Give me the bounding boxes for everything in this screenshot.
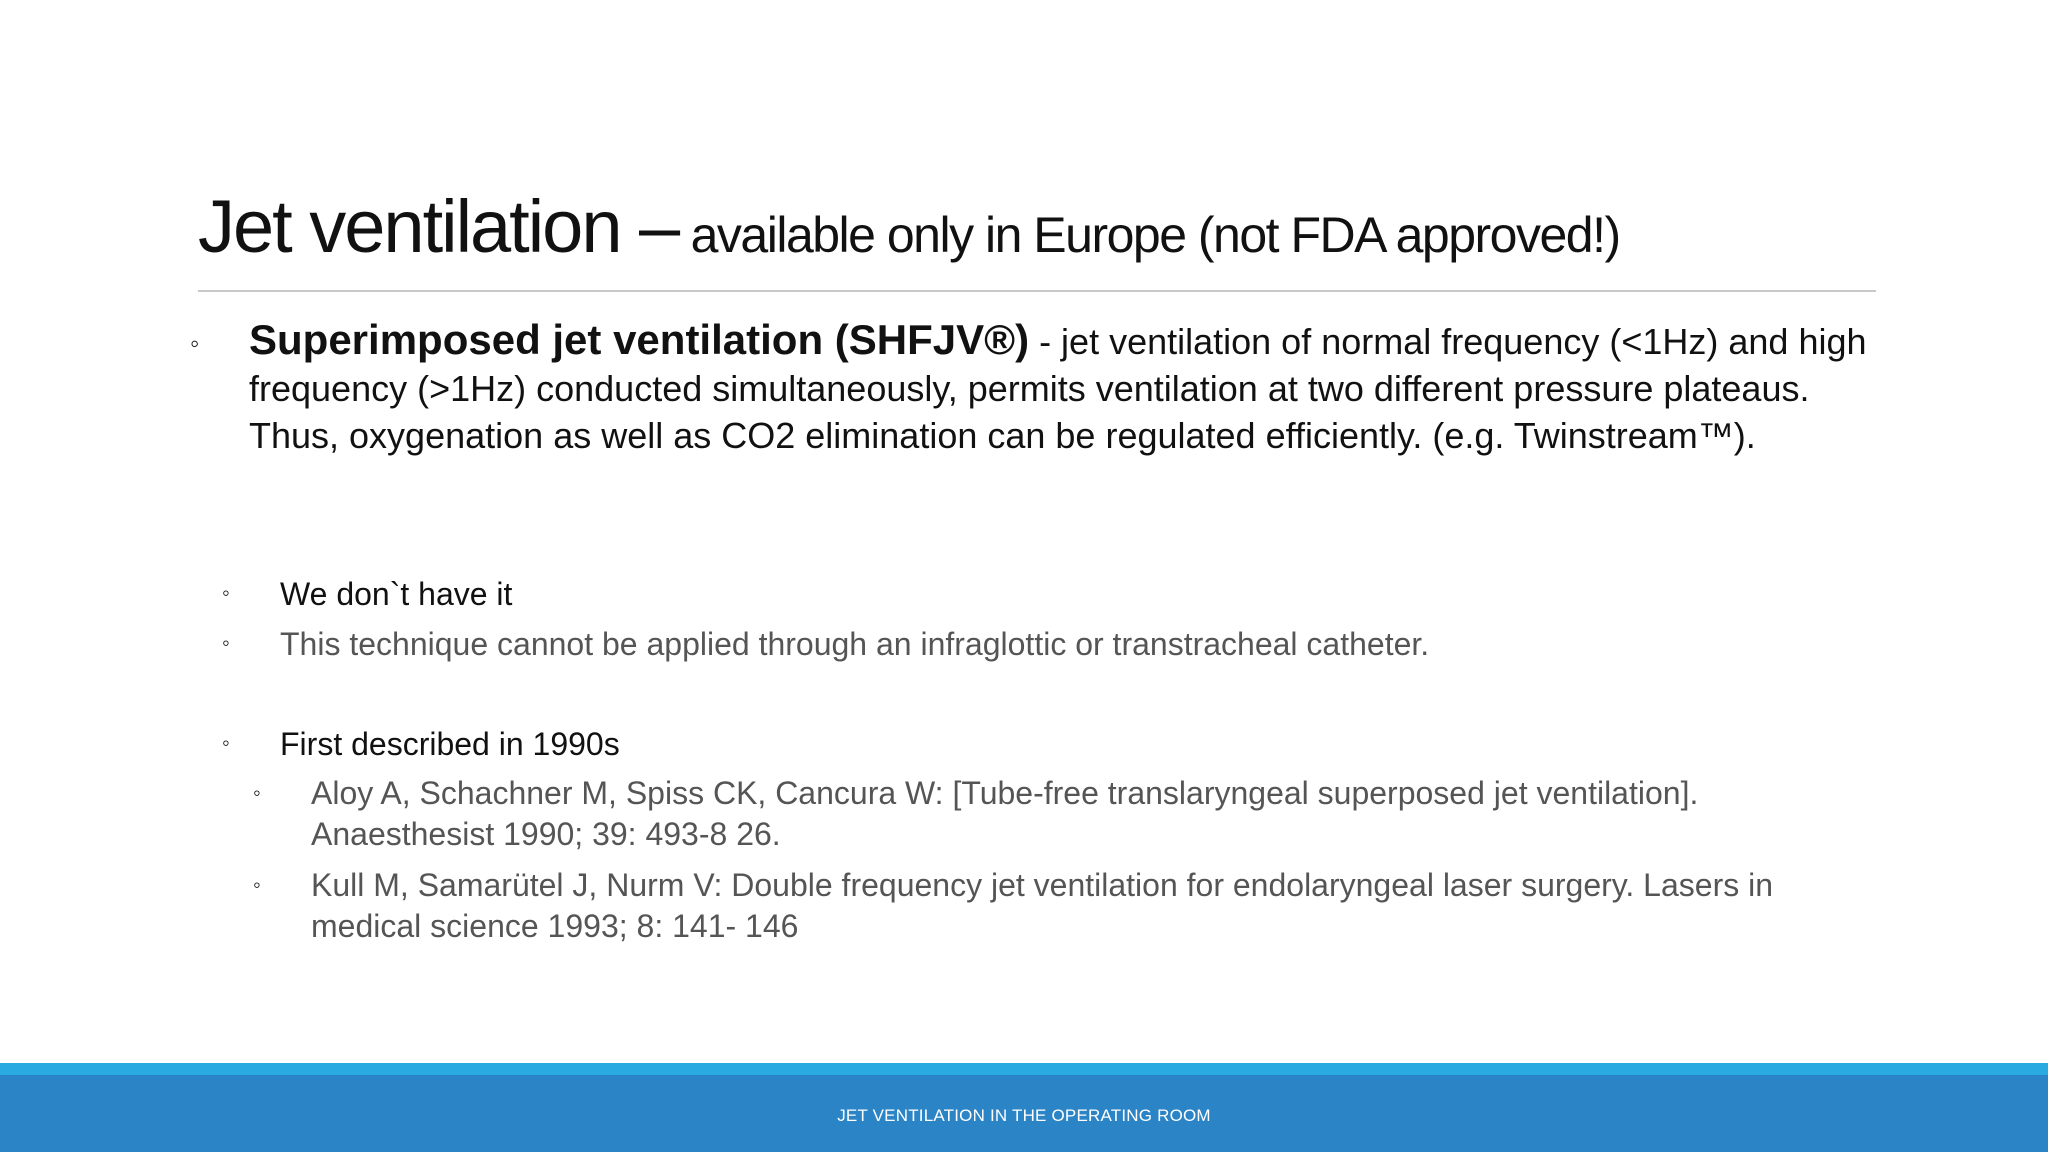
bullet-marker-icon: ◦ — [190, 328, 200, 358]
bullet-first-described: First described in 1990s — [280, 726, 620, 762]
footer-text: JET VENTILATION IN THE OPERATING ROOM — [837, 1106, 1211, 1125]
bullet-superimposed-jet-ventilation — [249, 316, 1889, 459]
bullet-we-dont-have-it: We don`t have it — [280, 576, 513, 612]
reference-aloy-1990: Aloy A, Schachner M, Spiss CK, Cancura W: [Tube-free translaryngeal superposed jet ventilation]. Anaesthesist 1990; 39: 493-8 26. — [311, 775, 1699, 852]
footer-accent-line — [0, 1063, 2048, 1075]
bullet-body-text: - jet ventilation of normal frequency (<1Hz) and high frequency (>1Hz) conducted simultaneously, permits ventilation at two different pressure plateaus. Thus, oxygenation as well as CO2 elimination can be regulated efficiently. (e.g. Twinstream™). — [249, 321, 1867, 456]
bullet-marker-icon: ◦ — [222, 730, 230, 755]
bullet-marker-icon: ◦ — [253, 780, 261, 805]
bullet-marker-icon: ◦ — [222, 580, 230, 605]
slide-title-subtitle: available only in Europe (not FDA approved!) — [678, 207, 1620, 263]
bullet-marker-icon: ◦ — [222, 630, 230, 655]
bullet-lead-text: Superimposed jet ventilation (SHFJV®) — [249, 316, 1030, 363]
reference-kull-1993: Kull M, Samarütel J, Nurm V: Double frequency jet ventilation for endolaryngeal laser surgery. Lasers in medical science 1993; 8: 141- 146 — [311, 867, 1774, 944]
slide-title-main: Jet ventilation – — [198, 185, 679, 268]
bullet-marker-icon: ◦ — [253, 872, 261, 897]
bullet-technique-limitation: This technique cannot be applied through an infraglottic or transtracheal catheter. — [280, 626, 1430, 662]
